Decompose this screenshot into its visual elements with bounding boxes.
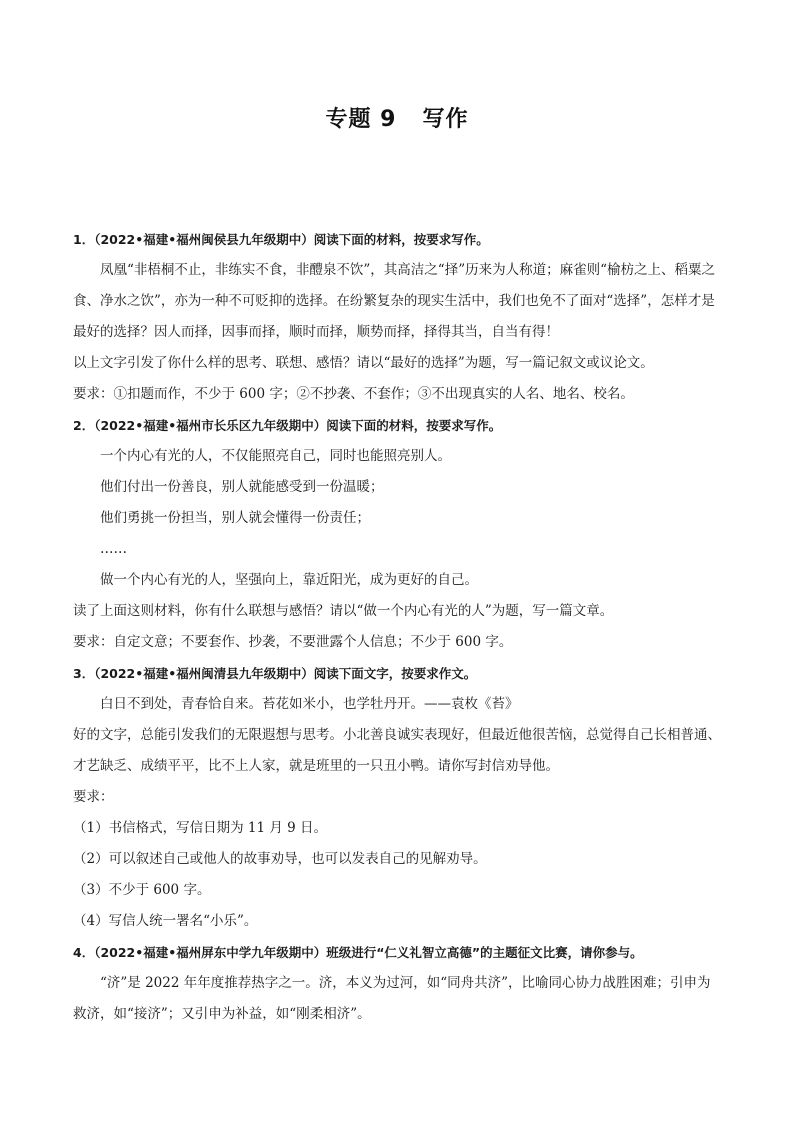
question-3-material: 好的文字，总能引发我们的无限遐想与思考。小北善良诚实表现好，但最近他很苦恼，总觉得自己长相普通、才艺缺乏、成绩平平，比不上人家，就是班里的一只丑小鸭。请你写封信劝导他。: [73, 727, 721, 774]
question-2-ellipsis: ……: [100, 541, 127, 557]
question-3-quote: 白日不到处，青春恰自来。苔花如米小，也学牡丹开。——袁枚《苔》: [100, 696, 519, 712]
question-3-requirement: （1）书信格式，写信日期为 11 月 9 日。: [73, 820, 328, 836]
question-2-material-line: 他们勇挑一份担当，别人就会懂得一份责任；: [100, 510, 370, 526]
question-3-requirement: （3）不少于 600 字。: [73, 882, 211, 898]
title-sub: 写作: [422, 107, 469, 132]
question-3-requirement: （4）写信人统一署名“小乐”。: [73, 913, 258, 929]
question-3-requirements-title: 要求：: [73, 789, 114, 805]
question-1-heading: 1．（2022•福建•福州闽侯县九年级期中）阅读下面的材料，按要求写作。: [73, 232, 489, 247]
question-2-material-line: 做一个内心有光的人，坚强向上，靠近阳光，成为更好的自己。: [100, 572, 478, 588]
title-main: 专题 9: [325, 107, 397, 132]
content: [73, 224, 723, 1030]
question-2-requirements: 要求：自定文意；不要套作、抄袭，不要泄露个人信息；不少于 600 字。: [73, 634, 513, 650]
question-3-requirement: （2）可以叙述自己或他人的故事劝导，也可以发表自己的见解劝导。: [73, 851, 487, 867]
question-4-heading: 4．（2022•福建•福州屏东中学九年级期中）班级进行“仁义礼智立高德”的主题征文比赛，请你参与。: [73, 945, 643, 960]
question-1: [73, 224, 723, 410]
question-1-material: 凤凰“非梧桐不止，非练实不食，非醴泉不饮”，其高洁之“择”历来为人称道；麻雀则“榆枋之上、稻粟之食、净水之饮”，亦为一种不可贬抑的选择。在纷繁复杂的现实生活中，我们也免不了面对“选择”，怎样才是最好的选择？因人而择，因事而择，顺时而择，顺势而择，择得其当，自当有得！: [73, 262, 716, 340]
question-2-prompt: 读了上面这则材料，你有什么联想与感悟？请以“做一个内心有光的人”为题，写一篇文章。: [73, 603, 614, 619]
question-3-heading: 3．（2022•福建•福州闽清县九年级期中）阅读下面文字，按要求作文。: [73, 666, 477, 681]
question-2-heading: 2．（2022•福建•福州市长乐区九年级期中）阅读下面的材料，按要求写作。: [73, 418, 502, 433]
question-1-requirements: 要求：①扣题而作，不少于 600 字；②不抄袭、不套作；③不出现真实的人名、地名、校名。: [73, 386, 634, 402]
question-1-prompt: 以上文字引发了你什么样的思考、联想、感悟？请以“最好的选择”为题，写一篇记叙文或议论文。: [73, 355, 654, 371]
question-3: [73, 658, 723, 937]
question-2: [73, 410, 723, 658]
page-title: [0, 102, 794, 133]
question-4-material: “济”是 2022 年年度推荐热字之一。济，本义为过河，如“同舟共济”，比喻同心协力战胜困难；引申为救济，如“接济”；又引申为补益，如“刚柔相济”。: [73, 975, 711, 1022]
question-2-material-line: 他们付出一份善良，别人就能感受到一份温暖；: [100, 479, 384, 495]
question-2-material-line: 一个内心有光的人，不仅能照亮自己，同时也能照亮别人。: [100, 448, 451, 464]
question-4: [73, 937, 723, 1030]
